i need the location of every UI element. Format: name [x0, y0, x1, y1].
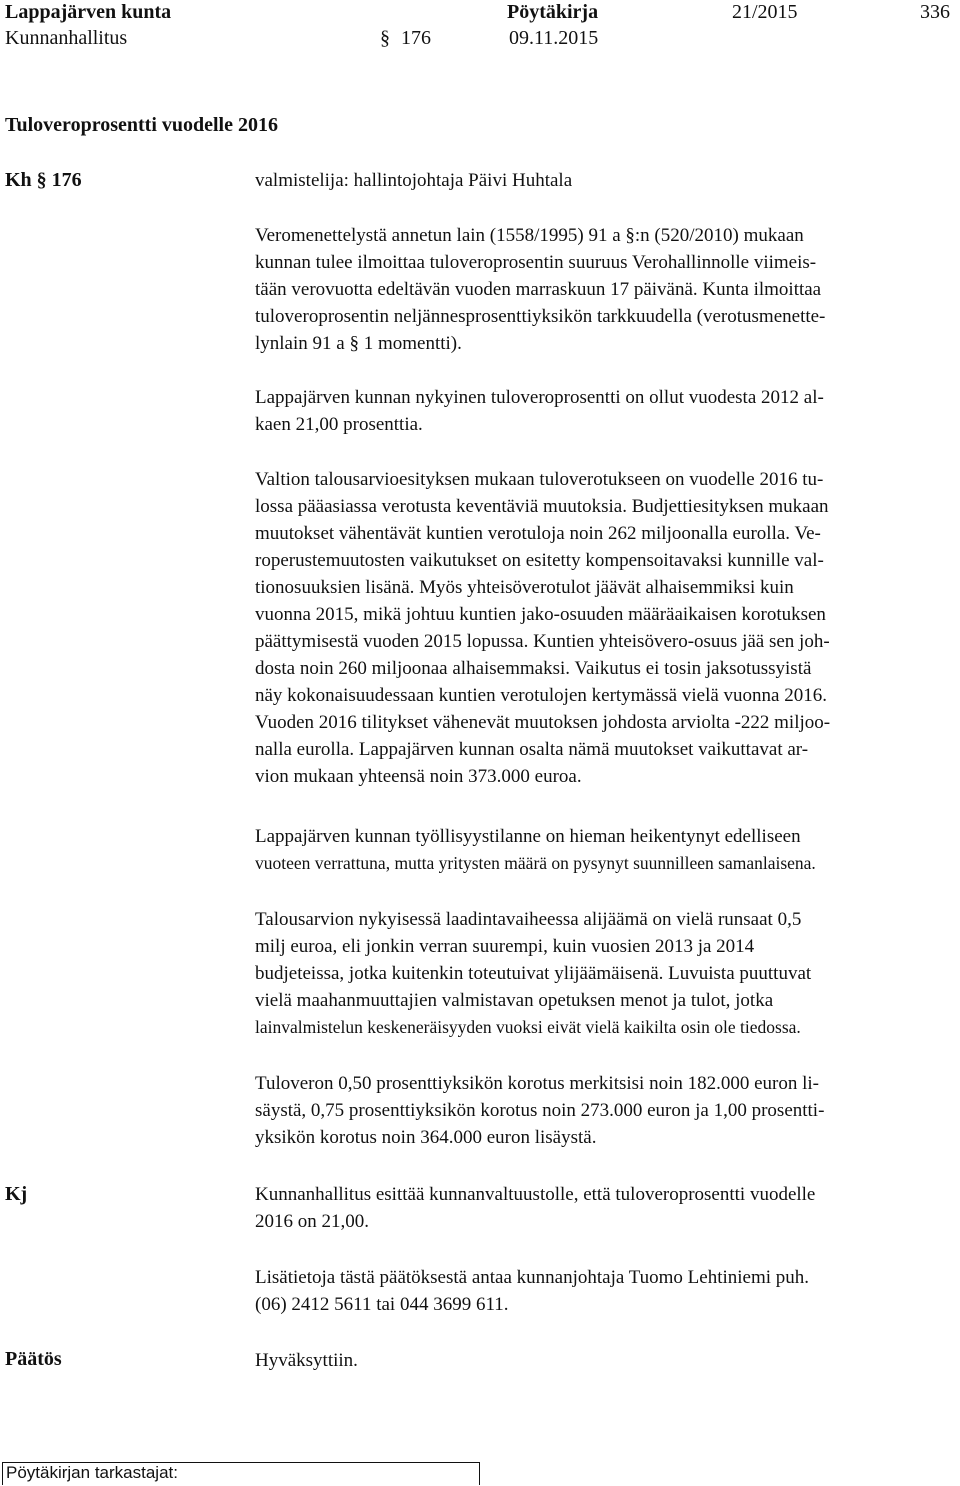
meeting-date: 09.11.2015	[509, 27, 599, 49]
paragraph-legal-basis: Veromenettelystä annetun lain (1558/1995) 91 a §:n (520/2010) mukaan kunnan tulee ilmoittaa tuloveroprosentin suuruus Verohallinnolle viimeis- tään verovuotta edeltävän vuoden marraskuun 17 päivänä. Kunta ilmoittaa tuloveroprosentin neljännesprosenttiyksikön tarkkuudella (verotusmenette- lynlain 91 a § 1 momentti).	[255, 225, 826, 354]
document-type: Pöytäkirja	[507, 1, 599, 23]
municipality-name: Lappajärven kunta	[5, 1, 172, 23]
paragraph-current-rate: Lappajärven kunnan nykyinen tuloveroprosentti on ollut vuodesta 2012 al- kaen 21,00 prosenttia.	[255, 387, 824, 435]
paragraph-proposal: Kunnanhallitus esittää kunnanvaltuustolle, että tuloveroprosentti vuodelle 2016 on 21,00.	[255, 1184, 816, 1232]
label-kh-section: Kh § 176	[5, 169, 82, 191]
label-paatos: Päätös	[5, 1348, 62, 1370]
governing-body: Kunnanhallitus	[5, 27, 128, 49]
document-number: 21/2015	[732, 1, 798, 23]
label-kj: Kj	[5, 1183, 28, 1205]
section-sign: §	[380, 27, 390, 49]
paragraph-budget-deficit: Talousarvion nykyisessä laadintavaiheessa alijäämä on vielä runsaat 0,5 milj euroa, eli jonkin verran suurempi, kuin vuosien 2013 ja 2014 budjeteissa, jotka kuitenkin toteutuivat ylijäämäisenä. Luvuista puuttuvat vielä maahanmuuttajien valmistavan opetuksen menot ja tulot, jotka lainvalmistelun keskeneräisyyden vuoksi eivät vielä kaikilta osin ole tiedossa.	[255, 909, 812, 1037]
section-number: 176	[401, 27, 431, 49]
page-title: Tuloveroprosentti vuodelle 2016	[5, 114, 278, 136]
paragraph-employment: Lappajärven kunnan työllisyystilanne on hieman heikentynyt edelliseen vuoteen verrattuna, mutta yritysten määrä on pysynyt suunnilleen samanlaisena.	[255, 826, 816, 873]
decision-text: Hyväksyttiin.	[255, 1350, 358, 1371]
footer-label: Pöytäkirjan tarkastajat:	[6, 1463, 178, 1482]
page-number: 336	[920, 1, 950, 23]
paragraph-contact-info: Lisätietoja tästä päätöksestä antaa kunnanjohtaja Tuomo Lehtiniemi puh. (06) 2412 5611 tai 044 3699 611.	[255, 1267, 810, 1315]
paragraph-state-budget: Valtion talousarvioesityksen mukaan tuloverotukseen on vuodelle 2016 tu- lossa pääasiassa verotusta keventäviä muutoksia. Budjettiesityksen mukaan muutokset vähentävät kuntien verotuloja noin 262 miljoonalla eurolla. Ve- roperustemuutosten vaikutukset on esitetty kompensoitavaksi kunnille val- tionosuuksien lisänä. Myös yhteisöverotulot jäävät alhaisemmiksi kuin vuonna 2015, mikä johtuu kuntien jako-osuuden määräaikaisen korotuksen päättymisestä vuoden 2015 lopussa. Kuntien yhteisövero-osuus jää sen joh- dosta noin 260 miljoonaa alhaisemmaksi. Vaikutus ei tosin jaksotussyistä näy kokonaisuudessaan kuntien verotulojen kertymässä vielä vuonna 2016. Vuoden 2016 tilitykset vähenevät muutoksen johdosta arviolta -222 miljoo- nalla eurolla. Lappajärven kunnan osalta nämä muutokset vaikuttavat ar- vion mukaan yhteensä noin 373.000 euroa.	[255, 469, 831, 787]
paragraph-tax-increase-effects: Tuloveron 0,50 prosenttiyksikön korotus merkitsisi noin 182.000 euron li- säystä, 0,75 prosenttiyksikön korotus noin 273.000 euron ja 1,00 prosentti- yksikön korotus noin 364.000 euron lisäystä.	[255, 1073, 825, 1148]
preparer-line: valmistelija: hallintojohtaja Päivi Huhtala	[255, 170, 573, 191]
